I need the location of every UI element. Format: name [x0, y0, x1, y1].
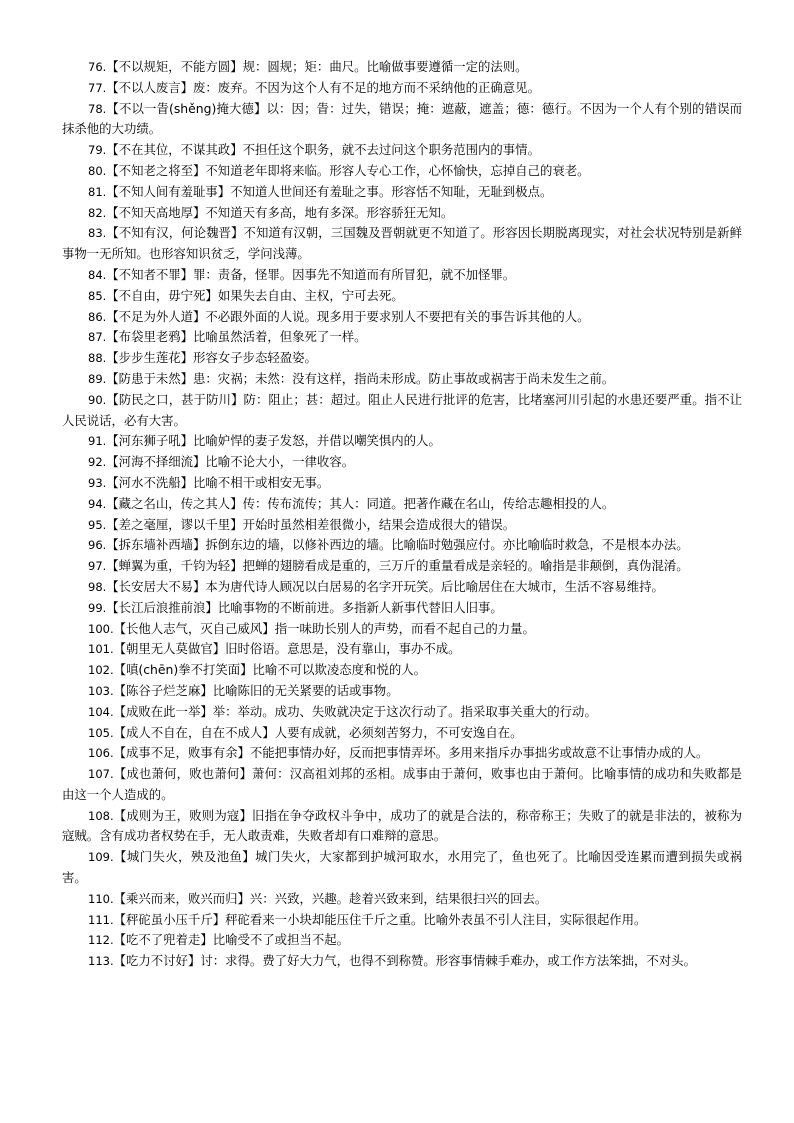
- entry-number: 102.: [88, 663, 114, 678]
- idiom-entry: [62, 57, 742, 78]
- entry-number: 77.: [88, 80, 107, 95]
- entry-description: 患：灾祸；未然：没有这样，指尚未形成。防止事故或祸害于尚未发生之前。: [193, 370, 615, 386]
- entry-term: 【成也萧何，败也萧何】: [113, 766, 253, 782]
- idiom-entry: [62, 598, 742, 619]
- idiom-entry: [62, 452, 742, 473]
- entry-description: 罪：责备，怪罪。因事先不知道而有所冒犯，就不加怪罪。: [193, 266, 516, 282]
- idiom-entry: [62, 723, 742, 744]
- entry-description: 讨：求得。费了好大力气，也得不到称赞。形容事情棘手难办，或工作方法笨拙，不对头。: [200, 953, 696, 969]
- entry-term: 【拆东墙补西墙】: [106, 537, 206, 553]
- entry-term: 【成事不足，败事有余】: [113, 745, 250, 761]
- entry-term: 【陈谷子烂芝麻】: [113, 682, 213, 698]
- entry-number: 104.: [88, 704, 114, 719]
- entry-term: 【河东狮子吼】: [106, 433, 194, 449]
- idiom-entry: [62, 660, 742, 681]
- idiom-entry: [62, 203, 742, 224]
- entry-description: 不知道老年即将来临。形容人专心工作，心怀愉快，忘掉自己的衰老。: [205, 162, 590, 178]
- entry-term: 【不在其位，不谋其政】: [106, 142, 243, 158]
- entry-description: 旧指在争夺政权斗争中，成功了的就是合法的，称帝称王；失败了的就是非法的，被称为寇贼。含有成功者权势在手，无人敢责难，失败者却有口难辩的意思。: [62, 807, 743, 844]
- entry-description: 人要有成就，必须刻苦努力，不可安逸自在。: [274, 724, 523, 740]
- entry-description: 比喻不可以欺凌态度和悦的人。: [252, 662, 427, 678]
- entry-term: 【差之毫厘，谬以千里】: [106, 516, 243, 532]
- entry-term: 【不知者不罪】: [106, 266, 194, 282]
- entry-description: 不能把事情办好，反而把事情弄坏。多用来指斥办事拙劣或故意不让事情办成的人。: [249, 745, 709, 761]
- entry-description: 指一味助长别人的声势，而看不起自己的力量。: [274, 620, 535, 636]
- entry-description: 不必跟外面的人说。现多用于要求别人不要把有关的事告诉其他的人。: [205, 308, 590, 324]
- entry-number: 86.: [88, 309, 107, 324]
- idiom-entry: [62, 702, 742, 723]
- idiom-entry: [62, 910, 742, 931]
- entry-number: 103.: [88, 683, 114, 698]
- idiom-entry: [62, 223, 742, 265]
- entry-number: 95.: [88, 517, 107, 532]
- entry-term: 【蝉翼为重，千钧为轻】: [106, 558, 243, 574]
- entry-description: 不知道人世间还有羞耻之事。形容恬不知耻，无耻到极点。: [230, 183, 553, 199]
- entry-description: 废：废弃。不因为这个人有不足的地方而不采纳他的正确意见。: [193, 79, 540, 95]
- entry-number: 99.: [88, 600, 107, 615]
- entry-number: 112.: [88, 933, 114, 948]
- entry-number: 96.: [88, 538, 107, 553]
- idiom-entry: [62, 327, 742, 348]
- entry-term: 【朝里无人莫做官】: [113, 641, 226, 657]
- entry-term: 【防民之口，甚于防川】: [106, 391, 244, 407]
- entry-number: 82.: [88, 205, 107, 220]
- entry-term: 【吃力不讨好】: [113, 953, 201, 969]
- idiom-entry: [62, 515, 742, 536]
- entry-description: 比喻虽然活着，但象死了一样。: [193, 329, 367, 345]
- entry-term: 【不知人间有羞耻事】: [106, 183, 231, 199]
- entry-number: 106.: [88, 746, 114, 761]
- entry-number: 79.: [88, 143, 107, 158]
- entry-term: 【成败在此一举】: [113, 703, 213, 719]
- idiom-entry: [62, 639, 742, 660]
- idiom-entry: [62, 535, 742, 556]
- entry-description: 兴：兴致，兴趣。趁着兴致来到，结果很扫兴的回去。: [249, 890, 548, 906]
- entry-description: 比喻妒悍的妻子发怒，并借以嘲笑惧内的人。: [193, 433, 441, 449]
- idiom-entry: [62, 182, 742, 203]
- entry-term: 【河水不洗船】: [106, 474, 194, 490]
- entry-term: 【吃不了兜着走】: [113, 932, 213, 948]
- entry-description: 传：传布流传；其人：同道。把著作藏在名山，传给志趣相投的人。: [242, 495, 615, 511]
- entry-description: 比喻事物的不断前进。多指新人新事代替旧人旧事。: [217, 599, 503, 615]
- idiom-entry: [62, 681, 742, 702]
- entry-number: 113.: [88, 954, 114, 969]
- idiom-entry: [62, 473, 742, 494]
- entry-description: 形容女子步态轻盈姿。: [193, 350, 317, 366]
- entry-term: 【长他人志气，灭自己威风】: [113, 620, 275, 636]
- idiom-entry: [62, 577, 742, 598]
- entry-description: 比喻受不了或担当不起。: [212, 932, 350, 948]
- entry-description: 把蝉的翅膀看成是重的，三万斤的重量看成是亲轻的。喻指是非颠倒，真伪混淆。: [242, 558, 689, 574]
- idiom-entry: [62, 161, 742, 182]
- entry-term: 【乘兴而来，败兴而归】: [113, 890, 250, 906]
- entry-description: 旧时俗语。意思是，没有靠山，事办不成。: [225, 641, 461, 657]
- entry-number: 83.: [88, 226, 107, 241]
- entry-number: 97.: [88, 559, 107, 574]
- idiom-entry: [62, 847, 742, 889]
- entry-description: 拆倒东边的墙，以修补西边的墙。比喻临时勉强应付。亦比喻临时救急，不是根本办法。: [205, 537, 689, 553]
- entry-term: 【不知天高地厚】: [106, 204, 206, 220]
- idiom-entry: [62, 390, 742, 432]
- entry-term: 【嗔(chēn)拳不打笑面】: [113, 662, 253, 678]
- entry-number: 93.: [88, 475, 107, 490]
- entry-number: 109.: [88, 850, 114, 865]
- entry-term: 【步步生莲花】: [106, 350, 194, 366]
- entry-description: 举：举动。成功、失败就决定于这次行动了。指采取事关重大的行动。: [212, 703, 597, 719]
- entry-number: 92.: [88, 455, 107, 470]
- entry-description: 不知道天有多高，地有多深。形容骄狂无知。: [205, 204, 454, 220]
- entry-description: 秤砣看来一小块却能压住千斤之重。比喻外表虽不引人注目，实际很起作用。: [225, 911, 647, 927]
- entry-description: 规：圆规；矩：曲尺。比喻做事要遵循一定的法则。: [242, 59, 528, 74]
- entry-number: 94.: [88, 496, 107, 511]
- idiom-entry: [62, 431, 742, 452]
- entry-term: 【河海不择细流】: [106, 454, 206, 470]
- entry-number: 78.: [88, 101, 107, 116]
- entry-description: 比喻陈旧的无关紧要的话或事物。: [212, 682, 399, 698]
- idiom-entry: [62, 930, 742, 951]
- idiom-entry: [62, 556, 742, 577]
- entry-term: 【不自由，毋宁死】: [106, 287, 218, 303]
- entry-number: 84.: [88, 267, 107, 282]
- entry-description: 本为唐代诗人顾况以白居易的名字开玩笑。后比喻居住在大城市，生活不容易维持。: [205, 578, 664, 594]
- entry-term: 【不足为外人道】: [106, 308, 206, 324]
- entry-description: 比喻不论大小，一律收容。: [205, 454, 355, 470]
- idiom-entry: [62, 369, 742, 390]
- idiom-entry: [62, 619, 742, 640]
- entry-term: 【布袋里老鸦】: [106, 329, 194, 345]
- entry-term: 【不知老之将至】: [106, 162, 206, 178]
- entry-number: 98.: [88, 579, 107, 594]
- entry-number: 90.: [88, 392, 107, 407]
- idiom-entry: [62, 265, 742, 286]
- document-page: [62, 57, 742, 972]
- entry-term: 【长江后浪推前浪】: [106, 599, 218, 615]
- entry-number: 111.: [88, 912, 114, 927]
- entry-number: 91.: [88, 434, 107, 449]
- entry-number: 108.: [88, 808, 114, 823]
- entry-term: 【防患于未然】: [106, 370, 194, 386]
- entry-description: 防：阻止；甚：超过。阻止人民进行批评的危害，比堵塞河川引起的水患还要严重。指不让人民说话，必有大害。: [62, 391, 743, 428]
- entry-term: 【成则为王，败则为寇】: [113, 807, 253, 823]
- idiom-entry: [62, 889, 742, 910]
- entry-term: 【不以规矩，不能方圆】: [106, 59, 243, 74]
- entry-number: 89.: [88, 371, 107, 386]
- idiom-entry: [62, 743, 742, 764]
- entry-term: 【长安居大不易】: [106, 578, 206, 594]
- idiom-entry: [62, 140, 742, 161]
- entry-term: 【不以人废言】: [106, 79, 194, 95]
- entry-description: 不担任这个职务，就不去过问这个职务范围内的事情。: [242, 142, 540, 158]
- entry-description: 城门失火，大家都到护城河取水，水用完了，鱼也死了。比喻因受连累而遭到损失或祸害。: [62, 849, 743, 886]
- entry-number: 107.: [88, 767, 114, 782]
- entry-description: 萧何：汉高祖刘邦的丞相。成事由于萧何，败事也由于萧何。比喻事情的成功和失败都是由这一个人造成的。: [62, 766, 743, 802]
- entry-term: 【城门失火，殃及池鱼】: [113, 849, 256, 865]
- entry-number: 76.: [88, 60, 107, 74]
- idiom-entry: [62, 286, 742, 307]
- entry-term: 【不以一眚(shěng)掩大德】: [106, 100, 267, 116]
- idiom-entry: [62, 494, 742, 515]
- entry-number: 101.: [88, 642, 114, 657]
- entry-description: 开始时虽然相差很微小，结果会造成很大的错误。: [242, 516, 516, 532]
- idiom-entry: [62, 307, 742, 328]
- entry-number: 105.: [88, 725, 114, 740]
- entry-term: 【秤砣虽小压千斤】: [113, 911, 226, 927]
- entry-term: 【成人不自在，自在不成人】: [113, 724, 275, 740]
- entry-description: 不知道有汉朝，三国魏及晋朝就更不知道了。形容因长期脱离现实，对社会状况特别是新鲜事物一无所知。也形容知识贫乏，学问浅薄。: [62, 225, 743, 262]
- idiom-entry: [62, 951, 742, 972]
- entry-number: 110.: [88, 891, 114, 906]
- idiom-entry: [62, 764, 742, 806]
- entry-number: 100.: [88, 621, 114, 636]
- entry-description: 如果失去自由、主权，宁可去死。: [217, 287, 404, 303]
- entry-term: 【藏之名山，传之其人】: [106, 495, 243, 511]
- entry-number: 88.: [88, 351, 107, 366]
- idiom-entry: [62, 99, 742, 141]
- idiom-entry: [62, 348, 742, 369]
- entry-number: 85.: [88, 288, 107, 303]
- entry-number: 87.: [88, 330, 107, 345]
- entry-number: 80.: [88, 163, 107, 178]
- entry-description: 以：因；眚：过失，错误；掩：遮蔽，遮盖；德：德行。不因为一个人有个别的错误而抹杀他的大功绩。: [62, 100, 742, 137]
- idiom-entry: [62, 78, 742, 99]
- idiom-entry: [62, 806, 742, 848]
- entry-number: 81.: [88, 184, 107, 199]
- entry-description: 比喻不相干或相安无事。: [193, 474, 330, 490]
- entry-term: 【不知有汉，何论魏晋】: [106, 225, 244, 241]
